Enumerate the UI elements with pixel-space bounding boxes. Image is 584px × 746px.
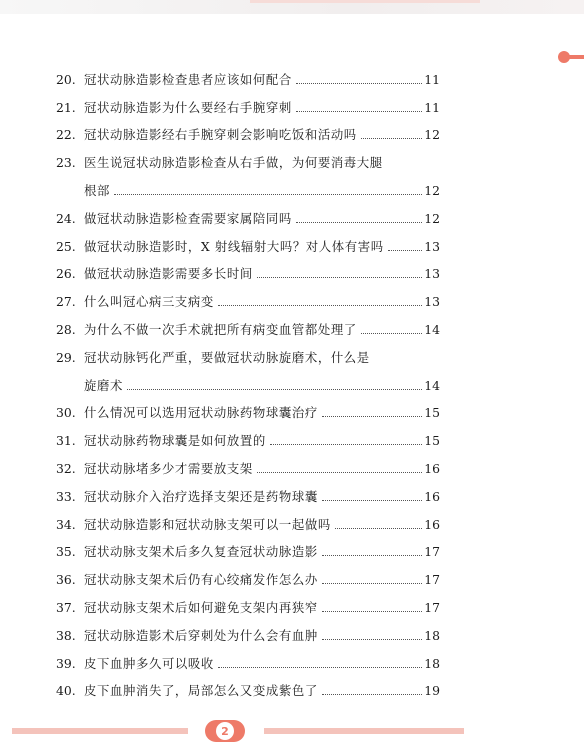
toc-entry-line: [56, 171, 440, 199]
toc-entry-title: 冠状动脉造影经右手腕穿刺会影响吃饭和活动吗: [84, 127, 357, 143]
toc-entry-number: 24.: [56, 210, 76, 226]
toc-dot-leader: [218, 305, 422, 306]
toc-entry-line: [56, 449, 440, 477]
toc-entry-title: 冠状动脉药物球囊是如何放置的: [84, 433, 266, 449]
toc-entry[interactable]: [56, 116, 440, 144]
toc-entry-page: 17: [424, 544, 440, 560]
toc-entry-page: 17: [424, 572, 440, 588]
side-tab-dot: [558, 51, 570, 63]
toc-entry-number: 33.: [56, 488, 76, 504]
toc-entry-page: 16: [424, 516, 440, 532]
toc-dot-leader: [296, 83, 422, 84]
toc-entry-number: 23.: [56, 155, 76, 171]
toc-dot-leader: [322, 694, 422, 695]
toc-entry[interactable]: [56, 449, 440, 477]
toc-entry-title: 冠状动脉介入治疗选择支架还是药物球囊: [84, 488, 318, 504]
toc-entry[interactable]: [56, 199, 440, 227]
toc-dot-leader: [322, 611, 422, 612]
toc-entry[interactable]: [56, 616, 440, 644]
toc-entry[interactable]: [56, 60, 440, 88]
toc-entry[interactable]: [56, 310, 440, 338]
toc-entry-title: 冠状动脉造影术后穿刺处为什么会有血肿: [84, 627, 318, 643]
toc-entry-page: 15: [424, 405, 440, 421]
toc-entry-line: [56, 60, 440, 88]
toc-entry-line: [56, 227, 440, 255]
toc-entry-title: 冠状动脉支架术后仍有心绞痛发作怎么办: [84, 572, 318, 588]
toc-entry[interactable]: [56, 588, 440, 616]
toc-dot-leader: [322, 555, 422, 556]
toc-entry[interactable]: [56, 282, 440, 310]
toc-entry[interactable]: [56, 644, 440, 672]
toc-entry[interactable]: [56, 227, 440, 255]
toc-entry-page: 14: [424, 321, 440, 337]
toc-entry-line: [56, 588, 440, 616]
toc-entry-title: 冠状动脉堵多少才需要放支架: [84, 460, 253, 476]
toc-entry-page: 12: [424, 127, 440, 143]
toc-entry-title: 冠状动脉支架术后多久复查冠状动脉造影: [84, 544, 318, 560]
toc-entry-number: 40.: [56, 683, 76, 699]
toc-entry-number: 22.: [56, 127, 76, 143]
toc-entry-line: [56, 199, 440, 227]
toc-entry-number: 39.: [56, 655, 76, 671]
toc-entry-number: 34.: [56, 516, 76, 532]
toc-entry-number: 32.: [56, 460, 76, 476]
toc-entry-line: [56, 644, 440, 672]
toc-entry-line: [56, 88, 440, 116]
toc-entry-line: [56, 338, 440, 366]
toc-entry-line: [56, 421, 440, 449]
footer-bar-left: [12, 728, 188, 734]
toc-dot-leader: [361, 138, 422, 139]
top-accent-bar: [250, 0, 480, 3]
toc-entry-title: 皮下血肿消失了，局部怎么又变成紫色了: [84, 683, 318, 699]
toc-entry-page: 13: [424, 238, 440, 254]
toc-entry-number: 31.: [56, 433, 76, 449]
toc-entry-page: 16: [424, 488, 440, 504]
toc-entry-page: 17: [424, 599, 440, 615]
toc-entry-title: 冠状动脉造影和冠状动脉支架可以一起做吗: [84, 516, 331, 532]
toc-entry-page: 12: [424, 182, 440, 198]
toc-entry-number: 36.: [56, 572, 76, 588]
toc-dot-leader: [335, 528, 422, 529]
toc-entry-page: 11: [424, 99, 440, 115]
toc-entry-line: [56, 505, 440, 533]
toc-entry-number: 35.: [56, 544, 76, 560]
toc-dot-leader: [114, 194, 422, 195]
toc-entry-number: 26.: [56, 266, 76, 282]
toc-dot-leader: [322, 500, 422, 501]
toc-entry-line: [56, 255, 440, 283]
toc-entry-number: 21.: [56, 99, 76, 115]
toc-dot-leader: [296, 111, 422, 112]
toc-entry-title: 冠状动脉支架术后如何避免支架内再狭窄: [84, 599, 318, 615]
toc-entry-title: 根部: [84, 182, 110, 198]
side-tab-marker: [558, 50, 584, 64]
page-number-badge: [205, 720, 245, 742]
toc-entry-title: 做冠状动脉造影时，X 射线辐射大吗？对人体有害吗: [84, 238, 384, 254]
toc-entry-number: 28.: [56, 321, 76, 337]
toc-dot-leader: [322, 583, 422, 584]
toc-entry-title: 做冠状动脉造影需要多长时间: [84, 266, 253, 282]
toc-entry[interactable]: [56, 533, 440, 561]
toc-entry-page: 18: [424, 655, 440, 671]
toc-dot-leader: [322, 639, 422, 640]
toc-entry-number: 37.: [56, 599, 76, 615]
toc-entry-number: 25.: [56, 238, 76, 254]
toc-dot-leader: [218, 667, 422, 668]
toc-dot-leader: [296, 222, 422, 223]
toc-dot-leader: [388, 250, 422, 251]
table-of-contents: [56, 60, 440, 699]
toc-entry-line: [56, 116, 440, 144]
toc-entry[interactable]: [56, 560, 440, 588]
toc-entry-number: 27.: [56, 294, 76, 310]
toc-entry-title: 做冠状动脉造影检查需要家属陪同吗: [84, 210, 292, 226]
toc-dot-leader: [270, 444, 422, 445]
toc-entry-page: 13: [424, 294, 440, 310]
toc-entry-title: 为什么不做一次手术就把所有病变血管都处理了: [84, 321, 357, 337]
toc-entry-line: [56, 533, 440, 561]
toc-entry-page: 19: [424, 683, 440, 699]
toc-entry-page: 15: [424, 433, 440, 449]
toc-entry-number: 20.: [56, 71, 76, 87]
toc-entry-line: [56, 616, 440, 644]
toc-entry-title: 什么叫冠心病三支病变: [84, 294, 214, 310]
toc-dot-leader: [322, 416, 422, 417]
toc-entry-line: [56, 366, 440, 394]
toc-entry-line: [56, 310, 440, 338]
toc-entry-line: [56, 477, 440, 505]
toc-entry[interactable]: [56, 505, 440, 533]
toc-entry-title: 冠状动脉钙化严重，要做冠状动脉旋磨术，什么是: [84, 349, 370, 365]
toc-entry[interactable]: [56, 88, 440, 116]
toc-entry-line: [56, 672, 440, 700]
toc-entry-page: 18: [424, 627, 440, 643]
toc-entry-title: 什么情况可以选用冠状动脉药物球囊治疗: [84, 405, 318, 421]
toc-entry-line: [56, 282, 440, 310]
toc-entry[interactable]: [56, 672, 440, 700]
toc-dot-leader: [257, 472, 422, 473]
footer-bar-right: [264, 728, 464, 734]
toc-entry-page: 11: [424, 71, 440, 87]
toc-entry[interactable]: [56, 421, 440, 449]
toc-entry-number: 30.: [56, 405, 76, 421]
toc-entry-page: 13: [424, 266, 440, 282]
toc-entry-title: 冠状动脉造影为什么要经右手腕穿刺: [84, 99, 292, 115]
toc-entry-line: [56, 394, 440, 422]
toc-entry[interactable]: [56, 338, 440, 394]
toc-entry[interactable]: [56, 477, 440, 505]
toc-entry-page: 16: [424, 460, 440, 476]
toc-dot-leader: [257, 277, 422, 278]
toc-entry-number: 38.: [56, 627, 76, 643]
toc-entry-number: 29.: [56, 349, 76, 365]
toc-dot-leader: [361, 333, 422, 334]
toc-entry-page: 12: [424, 210, 440, 226]
toc-entry[interactable]: [56, 394, 440, 422]
toc-dot-leader: [127, 389, 422, 390]
toc-entry-title: 医生说冠状动脉造影检查从右手做，为何要消毒大腿: [84, 155, 383, 171]
toc-entry-title: 旋磨术: [84, 377, 123, 393]
toc-entry-line: [56, 560, 440, 588]
page-number: 2: [216, 722, 234, 740]
toc-entry-title: 皮下血肿多久可以吸收: [84, 655, 214, 671]
toc-entry-line: [56, 143, 440, 171]
toc-entry-title: 冠状动脉造影检查患者应该如何配合: [84, 71, 292, 87]
toc-entry[interactable]: [56, 255, 440, 283]
toc-entry[interactable]: [56, 143, 440, 199]
toc-entry-page: 14: [424, 377, 440, 393]
